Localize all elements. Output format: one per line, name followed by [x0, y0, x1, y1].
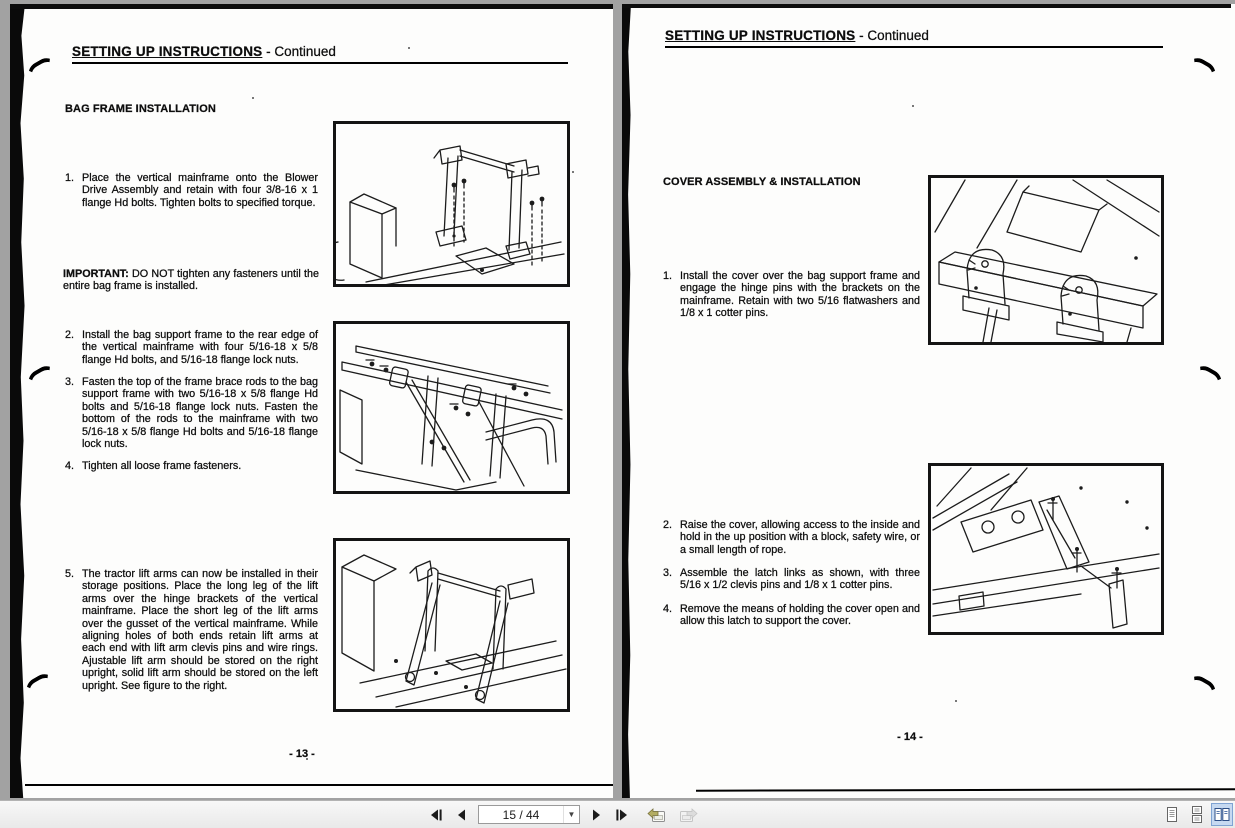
step-text: The tractor lift arms can now be installed in their storage positions. Place the long leg of the lift arms over the hinge brackets of the vertical mainframe. Place the short leg of the lift arms over the gusset of the vertical mainframe. While aligning holes of both ends retain lift arms at each end with lift arm clevis pins and wire rings. Ajustable lift arm should be stored on the right upright, solid lift arm should be stored on the left upright. See figure to the right.	[82, 568, 318, 692]
first-page-button[interactable]	[428, 808, 445, 822]
step-text: Assemble the latch links as shown, with three 5/16 x 1/2 clevis pins and 1/8 x 1 cotter pins.	[680, 567, 920, 592]
dust-speck	[912, 105, 914, 107]
important-note	[63, 268, 319, 293]
pdf-toolbar	[0, 800, 1235, 828]
step-text: Raise the cover, allowing access to the inside and hold in the up position with a block, safety wire, or a small length of rope.	[680, 519, 920, 556]
step-number: 1.	[65, 172, 75, 184]
step-item	[663, 567, 920, 592]
heading-title: SETTING UP INSTRUCTIONS	[665, 28, 856, 43]
step-text: Tighten all loose frame fasteners.	[82, 460, 242, 472]
continuous-view-button[interactable]	[1186, 803, 1208, 826]
page-layout-group	[1161, 803, 1233, 826]
heading-suffix: - Continued	[855, 28, 929, 43]
step-text: Place the vertical mainframe onto the Blower Drive Assembly and retain with four 3/8-16 x 1 flange Hd bolts. Tighten bolts to specified torque.	[82, 172, 318, 209]
page-number-13: - 13 -	[289, 748, 315, 760]
step-text: Remove the means of holding the cover open and allow this latch to support the cover.	[680, 603, 920, 628]
single-page-view-button[interactable]	[1161, 803, 1183, 826]
last-page-button[interactable]	[613, 808, 630, 822]
step-number: 5.	[65, 568, 75, 580]
chevron-down-icon[interactable]: ▼	[563, 806, 579, 823]
step-item	[65, 329, 318, 366]
dust-speck	[252, 97, 254, 99]
figure-lift-arm-storage-illustration	[333, 538, 570, 712]
step-number: 4.	[663, 603, 673, 615]
page-14-heading	[665, 28, 1163, 48]
step-item	[663, 270, 920, 320]
page-number-combobox[interactable]	[478, 805, 580, 824]
figure-cover-hinge-illustration	[928, 175, 1164, 345]
page-14-sheet	[622, 4, 1235, 798]
step-number: 2.	[663, 519, 673, 531]
dust-speck	[955, 700, 957, 702]
step-item	[663, 603, 920, 628]
step-number: 2.	[65, 329, 75, 341]
section-title-bag-frame: BAG FRAME INSTALLATION	[65, 103, 216, 115]
scan-line-artifact	[25, 784, 613, 786]
next-page-button[interactable]	[589, 808, 604, 822]
page-number-14: - 14 -	[897, 731, 923, 743]
step-number: 4.	[65, 460, 75, 472]
step-number: 1.	[663, 270, 673, 282]
step-number: 3.	[65, 376, 75, 388]
step-item	[65, 460, 318, 472]
scan-edge-artifact	[10, 4, 613, 9]
figure-latch-link-illustration	[928, 463, 1164, 635]
step-item	[663, 519, 920, 556]
step-text: Install the bag support frame to the rear edge of the vertical mainframe with four 5/16-18 x 5/8 flange Hd bolts, and 5/16-18 flange lock nuts.	[82, 329, 318, 366]
facing-pages-view-button[interactable]	[1211, 803, 1233, 826]
dust-speck	[572, 171, 574, 173]
step-text: Install the cover over the bag support frame and engage the hinge pins with the brackets on the mainframe. Retain with two 5/16 flatwashers and 1/8 x 1 cotter pins.	[680, 270, 920, 320]
step-number: 3.	[663, 567, 673, 579]
figure-mainframe-install-illustration	[333, 121, 570, 287]
next-view-button[interactable]	[677, 806, 700, 824]
figure-bag-support-frame-illustration	[333, 321, 570, 494]
important-text: DO NOT tighten any fasteners until the entire bag frame is installed.	[63, 268, 319, 293]
section-title-cover-assembly: COVER ASSEMBLY & INSTALLATION	[663, 176, 861, 188]
step-item	[65, 376, 318, 450]
page-13-heading	[72, 44, 568, 64]
previous-view-button[interactable]	[645, 806, 668, 824]
scan-edge-artifact	[622, 4, 1231, 8]
page-number-input[interactable]	[479, 807, 563, 823]
heading-title: SETTING UP INSTRUCTIONS	[72, 44, 263, 59]
previous-page-button[interactable]	[454, 808, 469, 822]
step-text: Fasten the top of the frame brace rods to the bag support frame with two 5/16-18 x 5/8 flange Hd bolts and 5/16-18 flange lock nuts. Fasten the bottom of the rods to the mainframe with two 5/16-18 x 5/8 flange Hd bolts and 5/16-18 flange lock nuts.	[82, 376, 318, 451]
page-navigation-group	[428, 801, 700, 828]
step-item	[65, 172, 318, 209]
step-item	[65, 568, 318, 692]
important-label: IMPORTANT:	[63, 268, 129, 280]
heading-suffix: - Continued	[262, 44, 336, 59]
